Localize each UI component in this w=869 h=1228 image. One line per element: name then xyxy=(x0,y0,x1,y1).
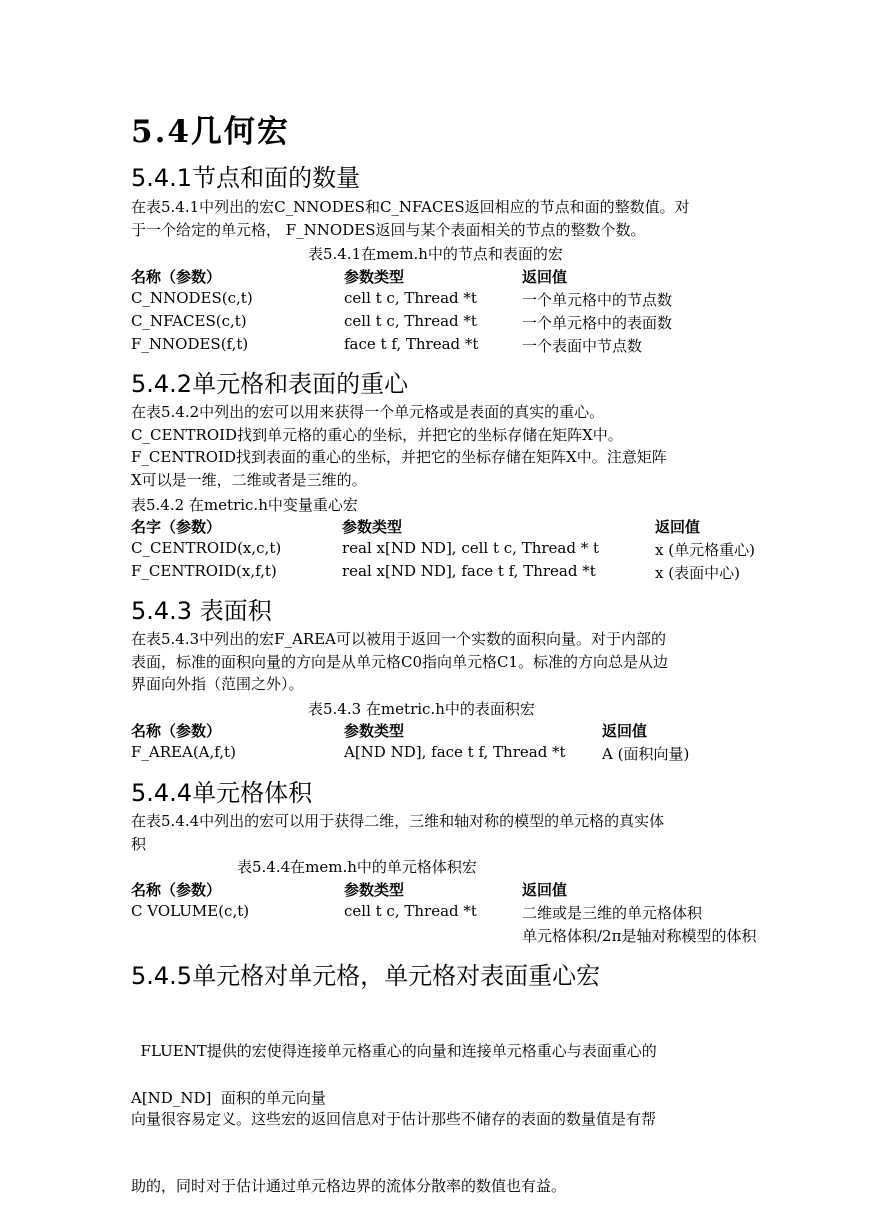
paragraph-5-4-2 xyxy=(131,401,751,491)
section-heading-5-4-5: 5.4.5单元格对单元格，单元格对表面重心宏 xyxy=(131,962,601,990)
cell: real x[ND ND], cell t c, Thread * t xyxy=(342,539,600,557)
cell: F_NNODES(f,t) xyxy=(131,335,249,353)
paragraph-5-4-4 xyxy=(131,810,751,855)
section-heading-5-4-4: 5.4.4单元格体积 xyxy=(131,779,313,807)
cell: 一个单元格中的表面数 xyxy=(522,314,673,332)
table-caption-5-4-1: 表5.4.1在mem.h中的节点和表面的宏 xyxy=(308,245,563,263)
cell: face t f, Thread *t xyxy=(344,335,479,353)
paragraph-line: 在表5.4.2中列出的宏可以用来获得一个单元格或是表面的真实的重心。 xyxy=(131,403,605,421)
cell: C_NFACES(c,t) xyxy=(131,312,247,330)
paragraph-line: X可以是一维，二维或者是三维的。 xyxy=(131,470,367,489)
cell: A[ND ND], face t f, Thread *t xyxy=(344,743,566,761)
header-cell: 名称（参数） xyxy=(131,268,222,286)
paragraph-5-4-3 xyxy=(131,628,751,696)
table-row xyxy=(131,312,811,334)
cell: cell t c, Thread *t xyxy=(344,289,477,307)
last-line: A[ND_ND] 面积的单元向量 xyxy=(131,1089,326,1107)
header-cell: 名称（参数） xyxy=(131,881,222,899)
header-cell: 返回值 xyxy=(655,518,701,536)
cell: F_CENTROID(x,f,t) xyxy=(131,562,277,580)
cell: 二维或是三维的单元格体积 xyxy=(522,904,703,922)
header-cell: 参数类型 xyxy=(344,722,405,740)
paragraph-line: 积 xyxy=(131,834,147,853)
cell: C_NNODES(c,t) xyxy=(131,289,253,307)
table-header-row xyxy=(131,720,811,742)
cell: 单元格体积/2π是轴对称模型的体积 xyxy=(522,927,757,945)
table-header-row xyxy=(131,516,811,538)
table-row xyxy=(131,743,811,765)
page-title: 5.4几何宏 xyxy=(131,114,290,150)
paragraph-5-4-1 xyxy=(131,196,751,241)
cell: cell t c, Thread *t xyxy=(344,902,477,920)
cell: A (面积向量) xyxy=(602,745,690,763)
table-header-row xyxy=(131,879,811,901)
paragraph-line: 界面向外指（范围之外）。 xyxy=(131,675,304,693)
table-row xyxy=(131,335,811,357)
header-cell: 参数类型 xyxy=(344,881,405,899)
cell: F_AREA(A,f,t) xyxy=(131,743,236,761)
cell: x (表面中心) xyxy=(655,564,740,582)
table-row-continuation xyxy=(131,925,811,947)
cell: cell t c, Thread *t xyxy=(344,312,477,330)
paragraph-line: 助的，同时对于估计通过单元格边界的流体分散率的数值也有益。 xyxy=(131,1177,567,1195)
table-header-row xyxy=(131,266,811,288)
section-heading-5-4-2: 5.4.2单元格和表面的重心 xyxy=(131,370,409,398)
cell: real x[ND ND], face t f, Thread *t xyxy=(342,562,596,580)
cell: 一个表面中节点数 xyxy=(522,337,643,355)
paragraph-line: 于一个给定的单元格， F_NNODES返回与某个表面相关的节点的整数个数。 xyxy=(131,220,646,239)
section-heading-5-4-1: 5.4.1节点和面的数量 xyxy=(131,164,361,192)
header-cell: 名称（参数） xyxy=(131,722,222,740)
table-caption-5-4-2: 表5.4.2 在metric.h中变量重心宏 xyxy=(131,496,358,514)
table-row xyxy=(131,562,811,584)
cell: C VOLUME(c,t) xyxy=(131,902,250,920)
paragraph-line: 在表5.4.4中列出的宏可以用于获得二维，三维和轴对称的模型的单元格的真实体 xyxy=(131,812,665,830)
table-row xyxy=(131,539,811,561)
section-heading-5-4-3: 5.4.3 表面积 xyxy=(131,597,272,625)
cell: 一个单元格中的节点数 xyxy=(522,291,673,309)
table-caption-5-4-4: 表5.4.4在mem.h中的单元格体积宏 xyxy=(237,858,477,876)
paragraph-line: 在表5.4.3中列出的宏F_AREA可以被用于返回一个实数的面积向量。对于内部的 xyxy=(131,630,666,648)
table-caption-5-4-3: 表5.4.3 在metric.h中的表面积宏 xyxy=(308,700,535,718)
paragraph-line: C_CENTROID找到单元格的重心的坐标，并把它的坐标存储在矩阵X中。 xyxy=(131,425,623,444)
header-cell: 返回值 xyxy=(602,722,648,740)
header-cell: 参数类型 xyxy=(344,268,405,286)
table-row xyxy=(131,289,811,311)
paragraph-line: F_CENTROID找到表面的重心的坐标，并把它的坐标存储在矩阵X中。注意矩阵 xyxy=(131,448,667,466)
header-cell: 名字（参数） xyxy=(131,518,222,536)
header-cell: 返回值 xyxy=(522,268,568,286)
header-cell: 返回值 xyxy=(522,881,568,899)
paragraph-line: 在表5.4.1中列出的宏C_NNODES和C_NFACES返回相应的节点和面的整数值。对 xyxy=(131,198,690,216)
header-cell: 参数类型 xyxy=(342,518,403,536)
paragraph-line: FLUENT提供的宏使得连接单元格重心的向量和连接单元格重心与表面重心的 xyxy=(131,1042,657,1060)
cell: x (单元格重心) xyxy=(655,541,755,559)
paragraph-line: 表面，标准的面积向量的方向是从单元格C0指向单元格C1。标准的方向总是从边 xyxy=(131,652,669,671)
cell: C_CENTROID(x,c,t) xyxy=(131,539,282,557)
paragraph-line: 向量很容易定义。这些宏的返回信息对于估计那些不储存的表面的数量值是有帮 xyxy=(131,1109,657,1128)
table-row xyxy=(131,902,811,924)
